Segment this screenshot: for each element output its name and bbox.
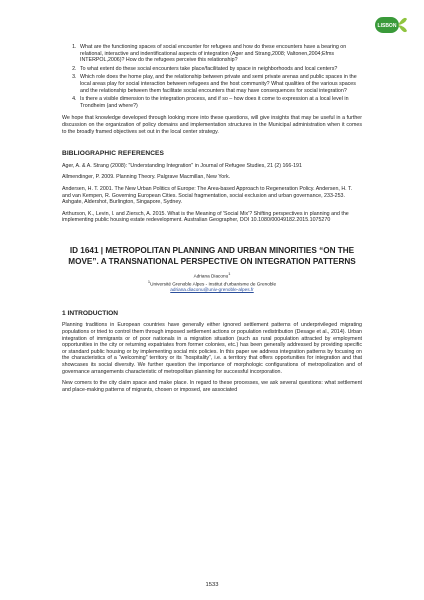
author-sup: 1	[228, 270, 231, 276]
affiliation-sup: 1	[147, 279, 151, 285]
author-name: Adriana Diaconu	[193, 273, 229, 279]
body-paragraph: Planning traditions in European countries have generally either ignored settlement patterns of underprivileged migrating populations or tried to control them through imposed settlement actions or population redistribution (Desage et al., 2014). Urban integration of immigrants or of poor nationals in a migration situation (such as rural population attracted by employment opportunities in the city or returning expatriates from former colonies, etc.) has been generally addressed by providing specific or standard public housing or by implementing social mix policies. In this paper we address integration patterns by focusing on the characteristics of a “welcoming” territory or its “hospitality”, i.e. a territory that offers opportunities for integration and that showcases its social diversity. We further question the importance of morphologic configurations of metropolization and of governance arrangements characteristic of metropolitan planning for successful incorporation.	[62, 322, 362, 375]
author-email-link[interactable]: adriana.diaconu@univ-grenoble-alpes.fr	[170, 287, 254, 293]
closing-paragraph: We hope that knowledge developed through looking more into these questions, will give insights that may be useful in a further discussion on the organization of policy domains and implementation structures in the Municipal administration when it comes to the broadly framed objectives set out in the local center strategy.	[62, 115, 362, 135]
affiliation: Université Grenoble Alpes - Institut d'urbanisme de Grenoble	[150, 281, 277, 287]
list-item: 1. What are the functioning spaces of social encounter for refugees and how do these encounters have a bearing on relational, interactive and indentificational aspects of integration (Ager and Strang,2008; Valtonen,2004;Efms INTERPOL,2006)? How do the refugees perceive this relationship?	[78, 44, 362, 64]
page-number: 1533	[205, 582, 219, 588]
page-content	[62, 44, 362, 398]
body-paragraph: New comers to the city claim space and make place. In regard to these processes, we ask several questions: what settlement and place-making patterns of migrants, chosen or imposed, are associated	[62, 380, 362, 393]
reference-item: Andersen, H. T. 2001. The New Urban Politics of Europe: The Area-based Approach to Regeneration Policy. Andersen, H. T. and van Kempen, R. Governing European Cities. Social fragmentation, social exclusion and urban governance, 233-253. Ashgate, Aldershot, Burlington, Singapore, Sydney.	[62, 185, 353, 206]
references-heading: BIBLIOGRAPHIC REFERENCES	[62, 150, 165, 158]
research-questions-list	[62, 44, 362, 109]
logo-text: LISBON	[377, 23, 397, 29]
section-heading-introduction: 1 INTRODUCTION	[62, 309, 119, 317]
author-name-line	[62, 271, 362, 279]
reference-item: Ager, A. & A. Strang (2008): "Understanding Integration" in Journal of Refugee Studies, 21 (2) 166-191	[62, 162, 302, 169]
reference-item: Arthurson, K., Levin, I. and Ziersch, A. 2015. What is the Meaning of 'Social Mix'? Shifting perspectives in planning and the implementing public housing estate redevelopment. Australian Geographer, DOI 10.1080/00049182.2015.1075270	[62, 210, 349, 224]
author-block	[62, 271, 362, 293]
conference-logo	[374, 14, 408, 36]
paper-title: ID 1641 | METROPOLITAN PLANNING AND URBAN MINORITIES “ON THE MOVE”. A TRANSNATIONAL PERSPECTIVE ON INTEGRATION PATTERNS	[68, 245, 356, 266]
list-item: 4. Is there a visible dimension to the integration process, and if so – how does it come to expression at a local level in Trondheim (and where?)	[78, 96, 362, 109]
list-item: 3. Which role does the home play, and the relationship between private and semi private arenas and public spaces in the local areas play for social interaction between refugees and the host community? What qualities of the various spaces and the relationship between them facilitate social encounters that may have consequences for social integration?	[78, 74, 362, 94]
list-item: 2. To what extent do these social encounters take place/facilitated by space in neighborhoods and local centers?	[78, 66, 362, 73]
reference-item: Allmendinger, P. 2009. Planning Theory. Palgrave Macmillan, New York.	[62, 174, 231, 181]
affiliation-line	[62, 279, 362, 287]
